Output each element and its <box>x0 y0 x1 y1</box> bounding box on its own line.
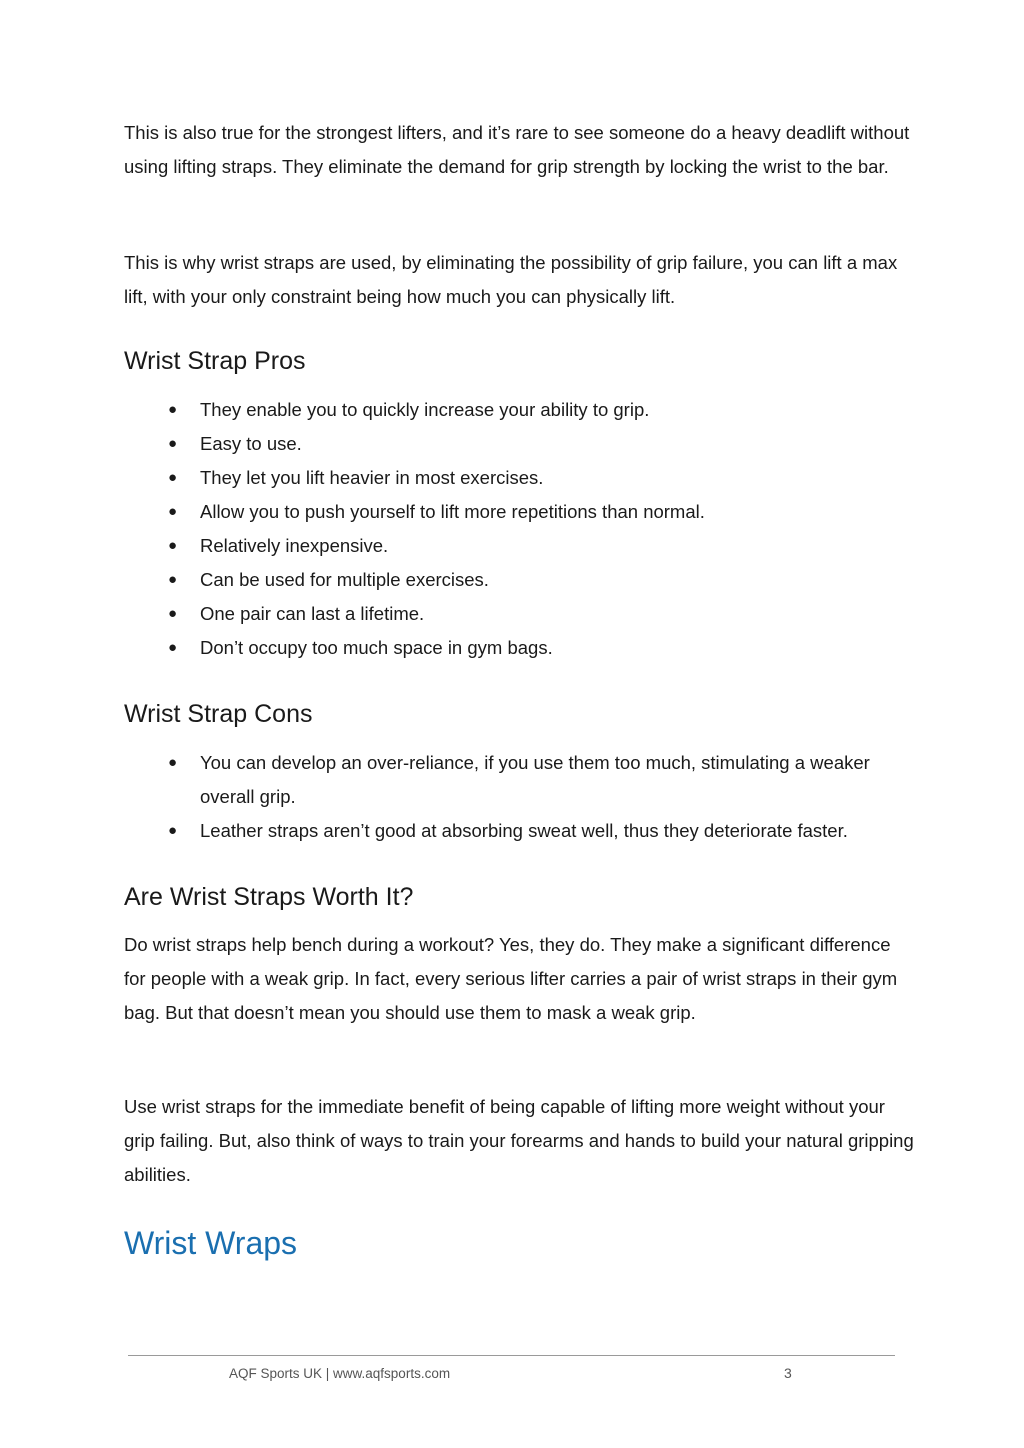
footer-text: AQF Sports UK | www.aqfsports.com <box>229 1366 451 1381</box>
paragraph-strongest-lifters: This is also true for the strongest lifters, and it’s rare to see someone do a heavy deadlift without using lifting straps. They eliminate the demand for grip strength by locking the wrist to the bar. <box>124 122 910 177</box>
bullet-icon: ● <box>168 435 178 452</box>
list-item: ● One pair can last a lifetime. <box>124 597 914 631</box>
list-item: ● They enable you to quickly increase your ability to grip. <box>124 393 914 427</box>
page-number: 3 <box>784 1365 792 1381</box>
list-item: ● They let you lift heavier in most exercises. <box>124 461 914 495</box>
bullet-icon: ● <box>168 401 178 418</box>
paragraph-bench-help: Do wrist straps help bench during a workout? Yes, they do. They make a significant difference for people with a weak grip. In fact, every serious lifter carries a pair of wrist straps in their gym bag. But that doesn’t mean you should use them to mask a weak grip. <box>124 934 898 1023</box>
heading-wrist-wraps: Wrist Wraps <box>124 1225 298 1261</box>
list-item: ● Don’t occupy too much space in gym bags. <box>124 631 914 665</box>
list-item: ● Relatively inexpensive. <box>124 529 914 563</box>
list-item: ● You can develop an over-reliance, if you use them too much, stimulating a weaker overall grip. <box>124 746 914 814</box>
footer-divider <box>128 1355 895 1356</box>
bullet-icon: ● <box>168 537 178 554</box>
bullet-icon: ● <box>168 639 178 656</box>
cons-list <box>124 746 914 848</box>
bullet-icon: ● <box>168 469 178 486</box>
bullet-icon: ● <box>168 822 178 839</box>
heading-worth-it: Are Wrist Straps Worth It? <box>124 883 414 911</box>
paragraph-immediate-benefit: Use wrist straps for the immediate benefit of being capable of lifting more weight without your grip failing. But, also think of ways to train your forearms and hands to build your natural gripping abilities. <box>124 1096 914 1185</box>
bullet-icon: ● <box>168 571 178 588</box>
pros-list <box>124 393 914 665</box>
list-item: ● Easy to use. <box>124 427 914 461</box>
bullet-icon: ● <box>168 503 178 520</box>
heading-wrist-strap-pros: Wrist Strap Pros <box>124 347 306 375</box>
bullet-icon: ● <box>168 605 178 622</box>
list-item: ● Leather straps aren’t good at absorbing sweat well, thus they deteriorate faster. <box>124 814 914 848</box>
heading-wrist-strap-cons: Wrist Strap Cons <box>124 700 313 728</box>
list-item: ● Allow you to push yourself to lift more repetitions than normal. <box>124 495 914 529</box>
bullet-icon: ● <box>168 754 178 771</box>
paragraph-why-straps-used: This is why wrist straps are used, by eliminating the possibility of grip failure, you can lift a max lift, with your only constraint being how much you can physically lift. <box>124 252 898 307</box>
list-item: ● Can be used for multiple exercises. <box>124 563 914 597</box>
